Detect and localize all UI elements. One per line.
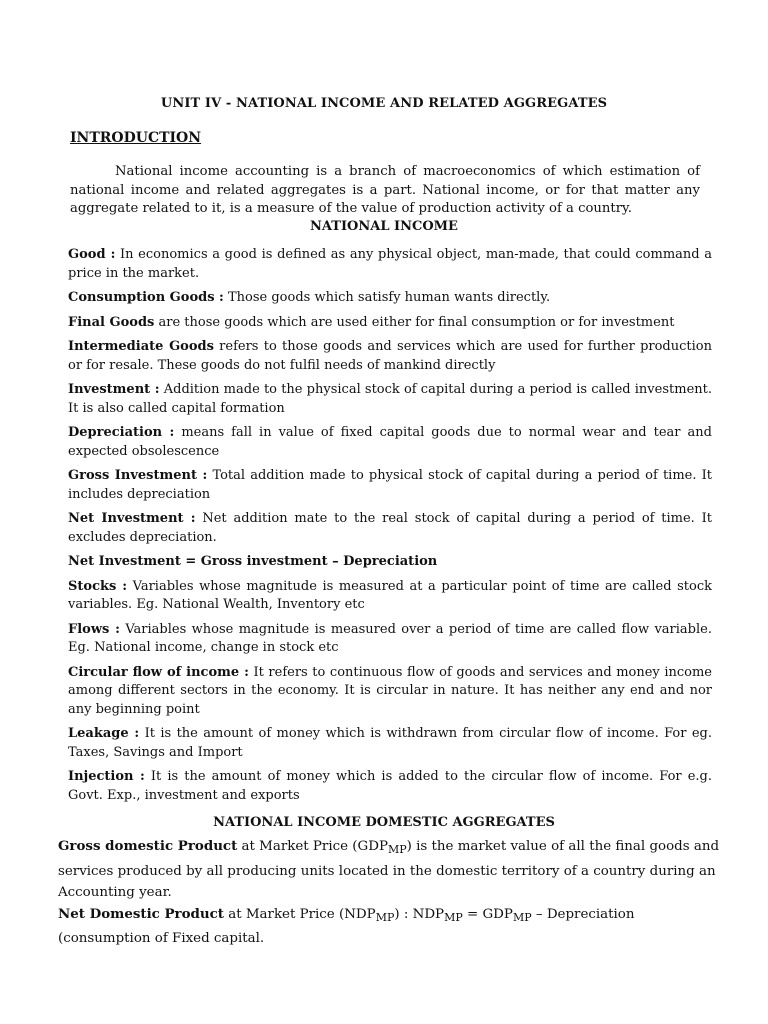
ndp-definition: [58, 904, 720, 950]
definition-text: It is the amount of money which is added to the circular flow of income. For e.g. Govt. Exp., investment and exports: [68, 769, 712, 803]
definition-leakage: [68, 725, 712, 762]
introduction-paragraph: [70, 163, 700, 219]
definition-text: In economics a good is defined as any physical object, man-made, that could command a price in the market.: [68, 247, 712, 281]
definition-text: Variables whose magnitude is measured at a particular point of time are called stock variables. Eg. National Wealth, Inventory etc: [68, 578, 712, 612]
definition-term: Investment :: [68, 382, 160, 397]
definition-term: Gross Investment :: [68, 468, 208, 483]
definition-text: Variables whose magnitude is measured over a period of time are called flow variable. Eg. National income, change in stock etc: [68, 621, 712, 655]
definition-term: Leakage :: [68, 726, 140, 741]
definition-text: It refers to continuous flow of goods and services and money income among different sectors in the economy. It is circular in nature. It has neither any end and nor any beginning point: [68, 664, 712, 717]
definition-stocks: [68, 578, 712, 615]
definition-intermediate-goods: [68, 338, 712, 375]
definition-text: at Market Price (GDP: [237, 839, 388, 854]
definition-text: = GDP: [462, 906, 513, 922]
definition-final-goods: [68, 314, 712, 333]
definition-term: Circular flow of income :: [68, 664, 249, 680]
definition-term: Flows :: [68, 621, 120, 637]
definition-term: Gross domestic Product: [58, 838, 238, 854]
definition-depreciation: [68, 424, 712, 461]
definition-injection: [68, 768, 712, 805]
definition-text: ) is the market value of all the final goods and services produced by all producing units located in the domestic territory of a country during an Accounting year.: [58, 839, 720, 900]
definition-term: Net Investment :: [68, 511, 196, 526]
definition-term: Intermediate Goods: [68, 339, 214, 354]
definition-net-investment: [68, 510, 712, 547]
subscript: MP: [512, 910, 532, 924]
definition-term: Net Domestic Product: [58, 905, 224, 922]
definition-term: Consumption Goods :: [68, 290, 224, 305]
definition-text: Those goods which satisfy human wants directly.: [223, 290, 551, 305]
definition-text: means fall in value of fixed capital goods due to normal wear and tear and expected obsolescence: [68, 425, 712, 459]
definition-text: Addition made to the physical stock of capital during a period is called investment. It is also called capital formation: [68, 382, 712, 416]
definition-text: Total addition made to physical stock of capital during a period of time. It includes depreciation: [68, 468, 712, 502]
definition-term: Stocks :: [68, 578, 128, 594]
definition-investment: [68, 381, 712, 418]
definition-term: Good :: [68, 247, 116, 262]
definition-text: It is the amount of money which is withdrawn from circular flow of income. For eg. Taxes, Savings and Import: [68, 726, 713, 760]
domestic-aggregates-heading: NATIONAL INCOME DOMESTIC AGGREGATES: [213, 815, 555, 830]
formula-text: Net Investment = Gross investment – Depreciation: [68, 554, 438, 569]
definition-consumption-goods: [68, 289, 712, 308]
domestic-aggregates: [58, 836, 720, 950]
definitions-list: [68, 246, 712, 811]
definition-circular-flow: [68, 664, 712, 720]
definition-text: – Depreciation (consumption of Fixed capital.: [58, 906, 635, 946]
definition-term: Depreciation :: [68, 425, 175, 440]
definition-text: at Market Price (NDP: [223, 906, 376, 922]
definition-text: are those goods which are used either for final consumption or for investment: [154, 314, 675, 330]
unit-title: UNIT IV - NATIONAL INCOME AND RELATED AGGREGATES: [160, 96, 608, 111]
definition-good: [68, 246, 712, 283]
definition-text: refers to those goods and services which are used for further production or for resale. These goods do not fulfil needs of mankind directly: [68, 339, 712, 373]
subscript: MP: [375, 910, 395, 924]
gdp-definition: [58, 836, 720, 904]
subscript: MP: [387, 843, 407, 856]
definition-term: Final Goods: [68, 314, 155, 330]
definition-flows: [68, 621, 712, 658]
introduction-heading: INTRODUCTION: [70, 130, 202, 146]
net-investment-formula: [68, 553, 712, 572]
introduction-text: National income accounting is a branch of macroeconomics of which estimation of national income and related aggregates is a part. National income, or for that matter any aggregate related to it, is a measure of the value of production activity of a country.: [70, 164, 700, 216]
definition-gross-investment: [68, 467, 712, 504]
definition-text: Net addition mate to the real stock of capital during a period of time. It excludes depreciation.: [68, 511, 712, 545]
subscript: MP: [444, 910, 463, 924]
definition-text: ) : NDP: [394, 906, 445, 922]
national-income-heading: NATIONAL INCOME: [310, 219, 458, 234]
definition-term: Injection :: [68, 769, 145, 784]
